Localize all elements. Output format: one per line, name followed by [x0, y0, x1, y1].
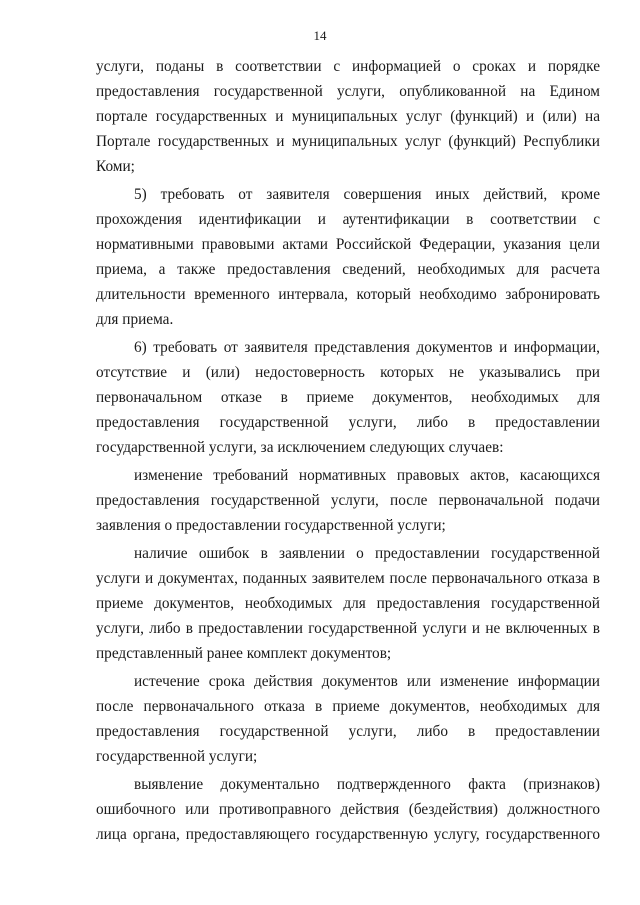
paragraph-case-errors-in-application: наличие ошибок в заявлении о предоставлении государственной услуги и документах, поданных заявителем после первоначального отказа в приеме документов, необходимых для предоставления государственной услуги, либо в предоставлении государственной услуги и не включенных в представленный ранее комплект документов; — [96, 545, 600, 662]
paragraph-item-6: 6) требовать от заявителя представления документов и информации, отсутствие и (или) недостоверность которых не указывались при первоначальном отказе в приеме документов, необходимых для предоставления государственной услуги, либо в предоставлении государственной услуги, за исключением следующих случаев: — [96, 339, 600, 456]
paragraph-case-misconduct: выявление документально подтвержденного факта (признаков) ошибочного или противоправного действия (бездействия) должностного лица органа, предоставляющего государственную услугу, государственного — [96, 776, 600, 843]
paragraph-continuation: услуги, поданы в соответствии с информацией о сроках и порядке предоставления государственной услуги, опубликованной на Едином портале государственных и муниципальных услуг (функций) и (или) на Портале государственных и муниципальных услуг (функций) Республики Коми; — [96, 58, 600, 175]
page-number: 14 — [313, 28, 327, 43]
document-body — [96, 54, 600, 850]
paragraph-case-document-expiry: истечение срока действия документов или изменение информации после первоначального отказа в приеме документов, необходимых для предоставления государственной услуги, либо в предоставлении государственной услуги; — [96, 673, 600, 765]
paragraph-case-requirements-change: изменение требований нормативных правовых актов, касающихся предоставления государственной услуги, после первоначальной подачи заявления о предоставлении государственной услуги; — [96, 467, 600, 534]
paragraph-item-5: 5) требовать от заявителя совершения иных действий, кроме прохождения идентификации и аутентификации в соответствии с нормативными правовыми актами Российской Федерации, указания цели приема, а также предоставления сведений, необходимых для расчета длительности временного интервала, который необходимо забронировать для приема. — [96, 186, 600, 328]
